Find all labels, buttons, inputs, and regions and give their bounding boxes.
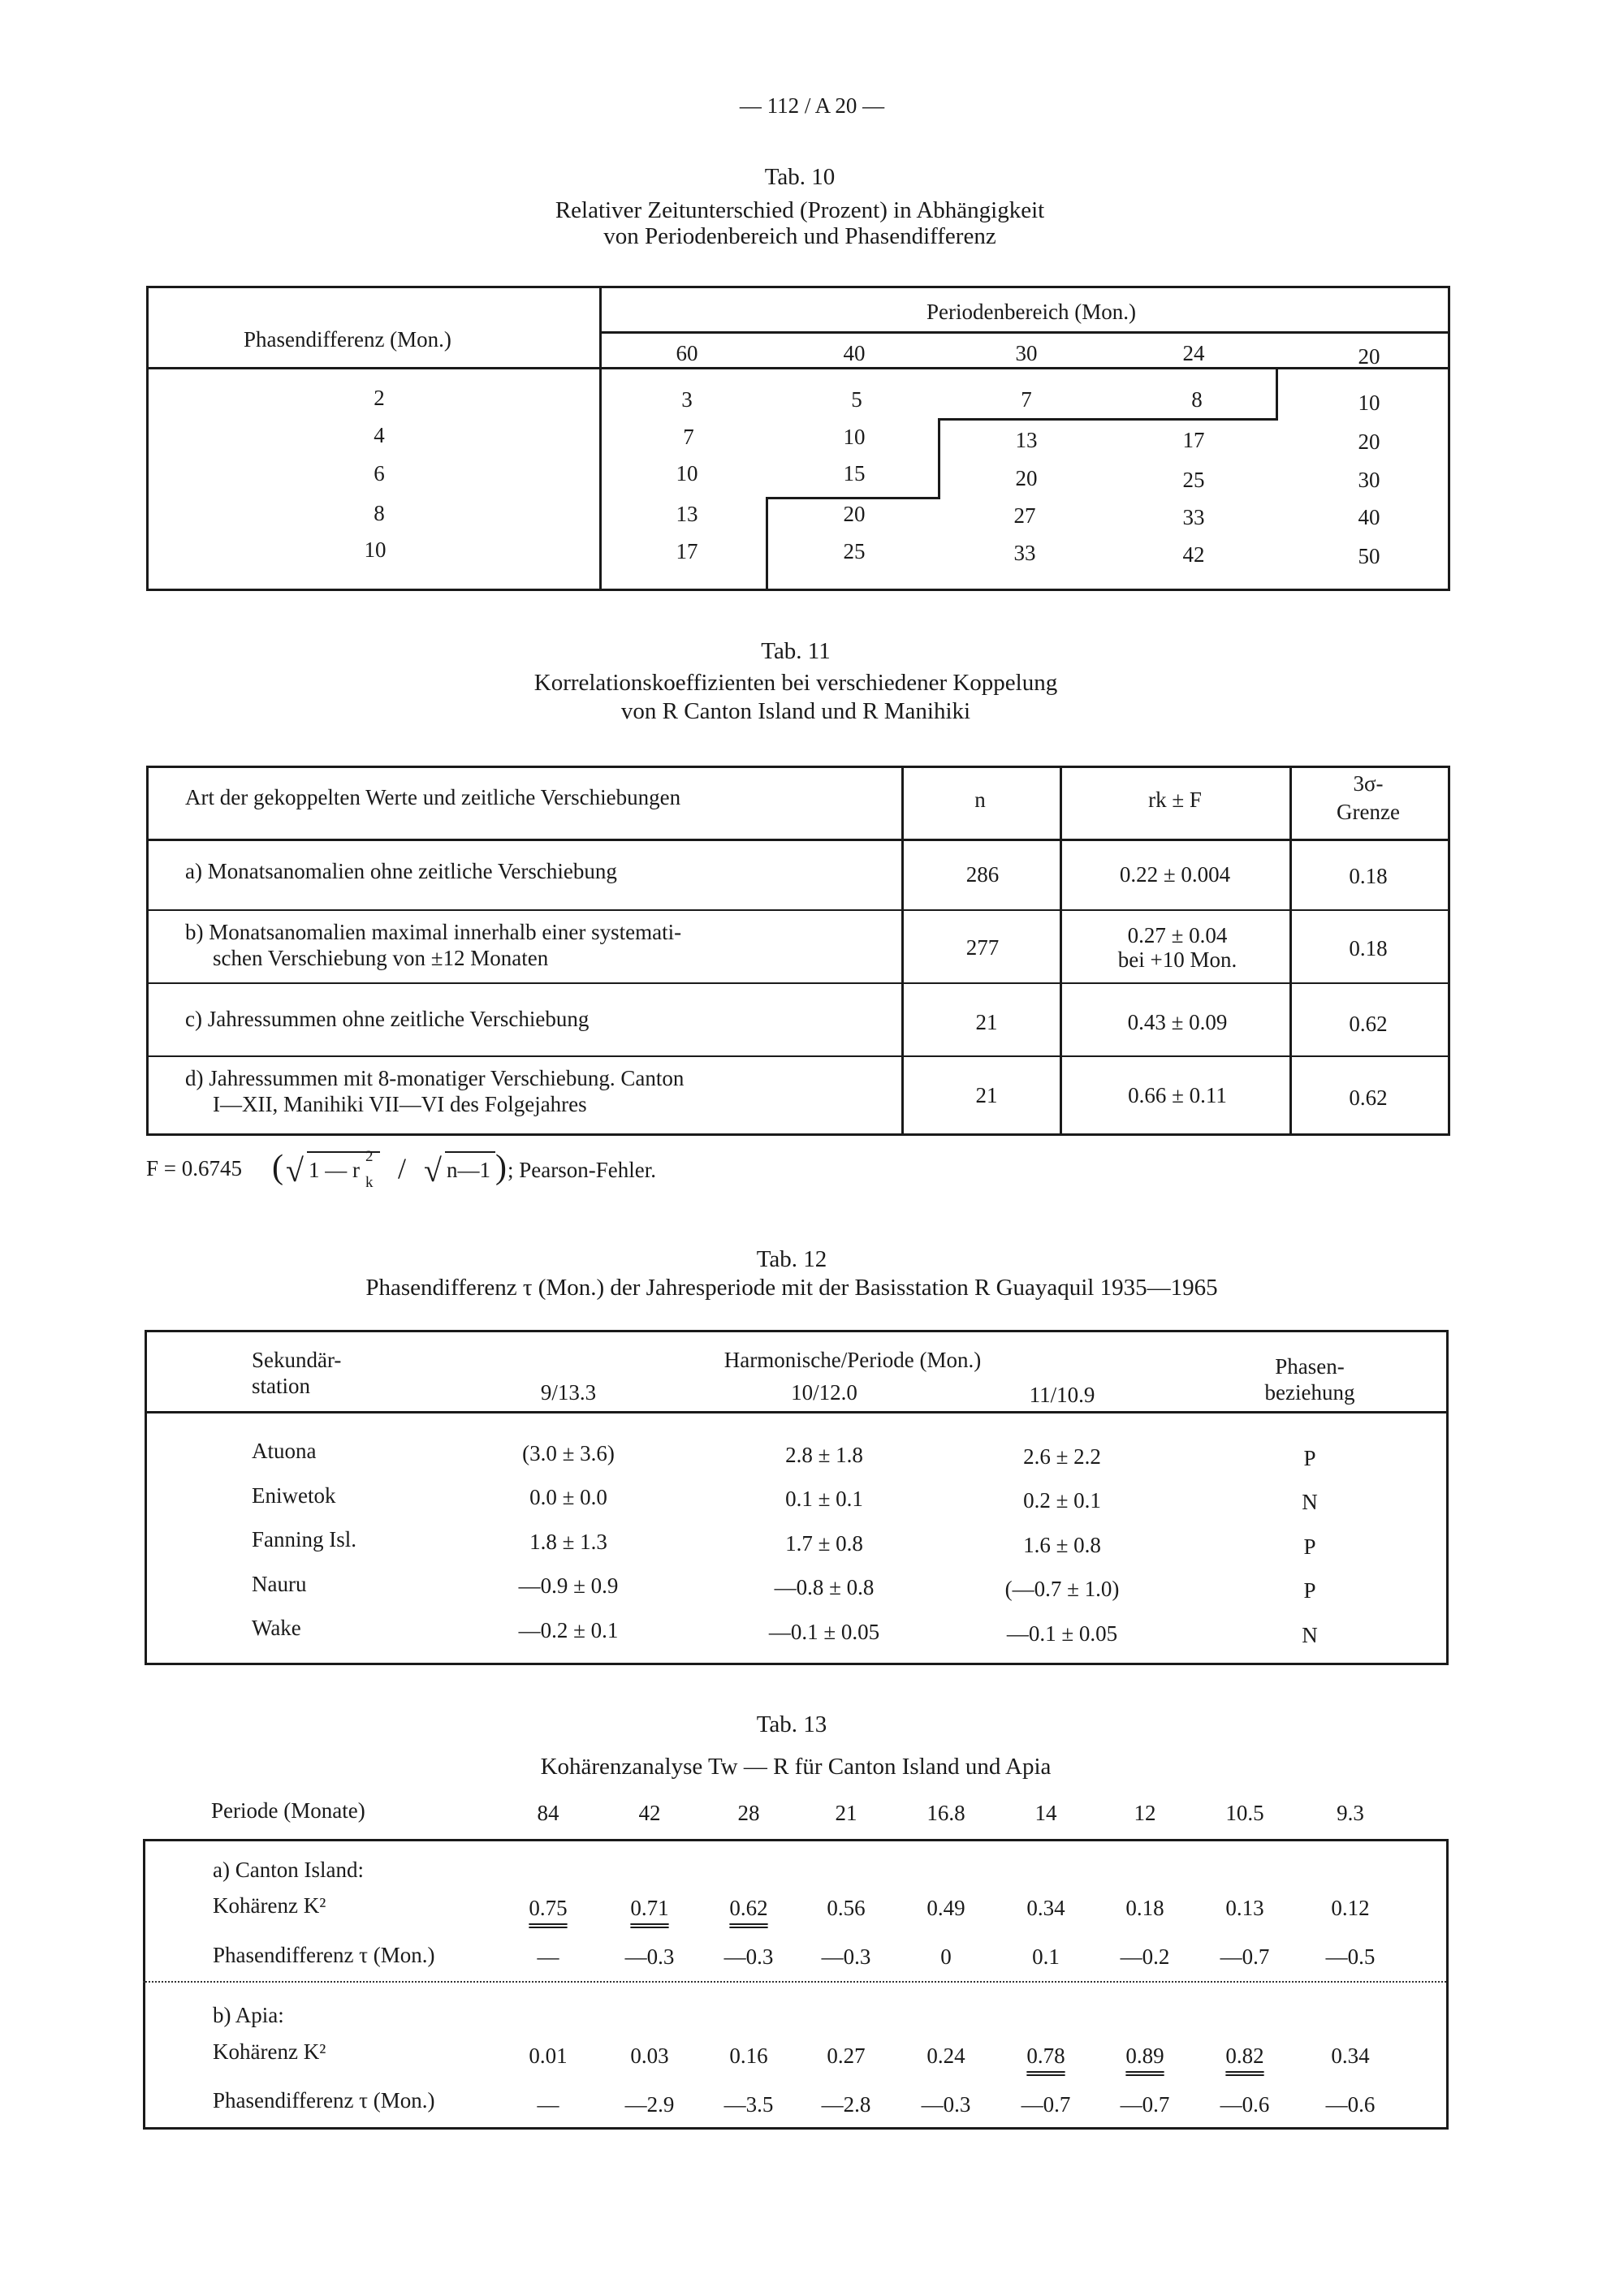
tab13-period: 28 — [737, 1801, 760, 1825]
tab12-relation: N — [1302, 1490, 1318, 1514]
formula-sub: k — [365, 1174, 374, 1191]
tab10-cell: 10 — [843, 425, 866, 449]
tab10-cell: 17 — [676, 539, 698, 563]
tab13-coherence-value: 0.71 — [630, 1896, 669, 1920]
tab10-phase: 10 — [364, 537, 387, 562]
tab11-n: 286 — [965, 862, 1000, 887]
tab12-value: —0.9 ± 0.9 — [518, 1573, 619, 1598]
tab11-label: Tab. 11 — [761, 638, 831, 664]
tab13-coherence-value: 0.16 — [729, 2044, 768, 2068]
tab13-apia-title: b) Apia: — [213, 2003, 284, 2027]
tab10-step-line — [766, 497, 768, 589]
tab12-value: 0.0 ± 0.0 — [529, 1485, 607, 1509]
tab12-station: Atuona — [252, 1439, 317, 1463]
tab13-period: 9.3 — [1337, 1801, 1364, 1825]
tab10-cell: 5 — [851, 387, 862, 412]
tab10-cell: 25 — [843, 539, 866, 563]
tab10-column-group: Periodenbereich (Mon.) — [926, 300, 1136, 324]
tab13-phase-value: —0.3 — [821, 1944, 871, 1969]
tab13-apia-phase-label: Phasendifferenz τ (Mon.) — [213, 2088, 435, 2113]
tab13-coherence-value: 0.75 — [529, 1896, 568, 1920]
tab13-period: 10.5 — [1225, 1801, 1264, 1825]
tab13-label: Tab. 13 — [756, 1711, 827, 1737]
tab13-phase-value: — — [537, 2092, 559, 2117]
tab12-value: —0.8 ± 0.8 — [774, 1575, 875, 1599]
tab10-cell: 33 — [1182, 505, 1205, 529]
tab11-rk: 0.66 ± 0.11 — [1128, 1083, 1227, 1107]
tab12-value: 1.8 ± 1.3 — [529, 1530, 607, 1554]
tab10-cell: 13 — [1015, 428, 1038, 452]
tab13-period: 84 — [537, 1801, 559, 1825]
tab10-cell: 8 — [1191, 387, 1203, 412]
tab12-header-station: Sekundär- — [252, 1348, 342, 1372]
tab13-period: 16.8 — [926, 1801, 965, 1825]
tab13-coherence-value: 0.34 — [1026, 1896, 1065, 1920]
tab11-sigma: 0.18 — [1349, 936, 1388, 960]
page-header: — 112 / A 20 — — [739, 93, 885, 118]
tab11-rk-2: bei +10 Mon. — [1117, 947, 1237, 972]
tab13-phase-value: —0.5 — [1325, 1944, 1376, 1969]
tab13-coherence-value: 0.89 — [1125, 2044, 1164, 2068]
tab12-header-phase: Phasen- — [1275, 1354, 1345, 1379]
tab13-coherence-value: 0.49 — [926, 1896, 965, 1920]
tab12-station: Eniwetok — [252, 1483, 336, 1508]
tab13-coherence-value: 0.03 — [630, 2044, 669, 2068]
tab11-art: d) Jahressummen mit 8-monatiger Verschiebung. Canton — [185, 1066, 685, 1090]
tab10-step-line — [938, 418, 1278, 421]
tab10-col-40: 40 — [843, 341, 866, 365]
tab13-coherence-value: 0.82 — [1225, 2044, 1264, 2068]
tab12-value: (3.0 ± 3.6) — [522, 1441, 615, 1465]
tab12-value: 1.6 ± 0.8 — [1023, 1533, 1101, 1557]
tab13-apia-coh-label: Kohärenz K² — [213, 2039, 326, 2064]
tab10-cell: 7 — [683, 425, 694, 449]
tab12-station: Nauru — [252, 1572, 307, 1596]
tab11-row-rule — [146, 909, 1448, 911]
tab10-cell: 13 — [676, 502, 698, 526]
tab13-canton-coh-label: Kohärenz K² — [213, 1893, 326, 1918]
tab12-relation: P — [1303, 1578, 1316, 1603]
tab13-period: 14 — [1034, 1801, 1057, 1825]
tab12-value: 1.7 ± 0.8 — [785, 1531, 863, 1556]
tab10-cell: 30 — [1358, 468, 1380, 492]
tab13-phase-value: 0 — [940, 1944, 952, 1969]
tab10-cell: 17 — [1182, 428, 1205, 452]
tab12-header-col-3: 11/10.9 — [1029, 1383, 1095, 1407]
tab13-period: 12 — [1134, 1801, 1156, 1825]
tab13-phase-value: —0.2 — [1120, 1944, 1170, 1969]
tab12-header-rule — [145, 1411, 1446, 1413]
tab13-coherence-value: 0.34 — [1331, 2044, 1370, 2068]
tab10-cell: 20 — [1358, 429, 1380, 454]
tab13-phase-value: —0.6 — [1220, 2092, 1270, 2117]
tab10-cell: 10 — [1358, 391, 1380, 415]
tab13-period: 21 — [835, 1801, 857, 1825]
tab10-cell: 25 — [1182, 468, 1205, 492]
tab12-relation: P — [1303, 1446, 1316, 1470]
tab10-col-60: 60 — [676, 341, 698, 365]
tab11-rk: 0.22 ± 0.004 — [1119, 862, 1231, 887]
tab12-header-col-1: 9/13.3 — [540, 1380, 597, 1405]
tab11-n: 277 — [965, 935, 1000, 960]
tab10-row-header: Phasendifferenz (Mon.) — [244, 327, 451, 352]
formula-radicand-b: n—1 — [447, 1158, 490, 1182]
tab10-label: Tab. 10 — [764, 164, 836, 190]
tab13-caption: Kohärenzanalyse Tw — R für Canton Island und Apia — [540, 1754, 1052, 1780]
tab11-art: a) Monatsanomalien ohne zeitliche Verschiebung — [185, 859, 617, 883]
tab10-header-rule — [146, 367, 1448, 369]
tab11-caption-line2: von R Canton Island und R Manihiki — [620, 698, 971, 724]
tab13-coherence-value: 0.78 — [1026, 2044, 1065, 2068]
tab12-value: 2.8 ± 1.8 — [785, 1443, 863, 1467]
tab13-period-label: Periode (Monate) — [211, 1798, 365, 1823]
formula-paren-close-icon: ) — [495, 1149, 507, 1186]
tab13-coherence-value: 0.12 — [1331, 1896, 1370, 1920]
tab11-art: b) Monatsanomalien maximal innerhalb einer systemati- — [185, 920, 682, 944]
tab13-phase-value: —0.7 — [1021, 2092, 1071, 2117]
tab13-phase-value: —3.5 — [723, 2092, 774, 2117]
tab13-phase-value: —0.6 — [1325, 2092, 1376, 2117]
tab10-cell: 33 — [1013, 541, 1036, 565]
tab13-phase-value: 0.1 — [1032, 1944, 1060, 1969]
tab12-relation: N — [1302, 1623, 1318, 1647]
tab11-rk: 0.43 ± 0.09 — [1127, 1010, 1228, 1034]
tab11-col-rule — [1289, 766, 1292, 1133]
tab10-step-line — [938, 418, 940, 499]
tab13-phase-value: —2.9 — [624, 2092, 675, 2117]
tab11-caption-line1: Korrelationskoeffizienten bei verschiedener Koppelung — [533, 670, 1058, 696]
tab10-cell: 20 — [843, 502, 866, 526]
tab10-cell: 3 — [681, 387, 693, 412]
tab11-sigma: 0.18 — [1349, 864, 1388, 888]
tab13-coherence-value: 0.01 — [529, 2044, 568, 2068]
tab13-period: 42 — [638, 1801, 661, 1825]
tab10-cell: 20 — [1015, 466, 1038, 490]
tab11-row-rule — [146, 1055, 1448, 1057]
tab11-col-rule — [901, 766, 904, 1133]
tab10-phase: 8 — [374, 501, 385, 525]
tab10-cell: 50 — [1358, 544, 1380, 568]
formula-slash: / — [398, 1152, 407, 1185]
tab13-phase-value: —0.7 — [1120, 2092, 1170, 2117]
tab12-header-station-2: station — [252, 1374, 310, 1398]
tab13-canton-phase-label: Phasendifferenz τ (Mon.) — [213, 1943, 435, 1967]
tab12-value: 0.1 ± 0.1 — [785, 1487, 863, 1511]
tab11-header-art: Art der gekoppelten Werte und zeitliche Verschiebungen — [185, 785, 681, 809]
tab11-art: c) Jahressummen ohne zeitliche Verschiebung — [185, 1007, 590, 1031]
tab10-phase: 2 — [374, 386, 385, 410]
tab11-sigma: 0.62 — [1349, 1085, 1388, 1110]
formula-sup: 2 — [365, 1148, 374, 1165]
tab12-relation: P — [1303, 1534, 1316, 1559]
tab10-col-30: 30 — [1015, 341, 1038, 365]
tab13-coherence-value: 0.62 — [729, 1896, 768, 1920]
tab13-coherence-value: 0.56 — [827, 1896, 866, 1920]
tab12-value: 2.6 ± 2.2 — [1023, 1444, 1101, 1469]
tab10-step-line — [766, 497, 940, 499]
tab10-cell: 40 — [1358, 505, 1380, 529]
tab11-art-2: schen Verschiebung von ±12 Monaten — [213, 946, 549, 970]
tab11-header-n: n — [974, 788, 986, 812]
tab11-header-rk: rk ± F — [1148, 788, 1202, 812]
tab12-caption: Phasendifferenz τ (Mon.) der Jahresperiode mit der Basisstation R Guayaquil 1935—1965 — [365, 1275, 1218, 1301]
tab12-header-phase-2: beziehung — [1264, 1380, 1355, 1405]
tab10-col-20: 20 — [1358, 344, 1380, 369]
formula-root-icon: √ — [286, 1152, 304, 1189]
tab12-station: Fanning Isl. — [252, 1527, 357, 1552]
tab10-phase: 4 — [374, 423, 385, 447]
tab11-rk: 0.27 ± 0.04 — [1127, 923, 1228, 947]
tab11-sigma: 0.62 — [1349, 1012, 1388, 1036]
tab10-caption-line2: von Periodenbereich und Phasendifferenz — [603, 223, 996, 249]
tab13-phase-value: —0.7 — [1220, 1944, 1270, 1969]
tab11-header-sigma-2: Grenze — [1337, 800, 1400, 824]
tab12-value: —0.1 ± 0.05 — [768, 1620, 880, 1644]
tab10-col-24: 24 — [1182, 341, 1205, 365]
tab10-cell: 42 — [1182, 542, 1205, 567]
tab11-n: 21 — [975, 1083, 998, 1107]
tab12-label: Tab. 12 — [756, 1246, 827, 1272]
tab11-n: 21 — [975, 1010, 998, 1034]
tab13-phase-value: —2.8 — [821, 2092, 871, 2117]
tab10-caption-line1: Relativer Zeitunterschied (Prozent) in Abhängigkeit — [555, 197, 1045, 223]
tab13-canton-title: a) Canton Island: — [213, 1858, 364, 1882]
tab12-value: —0.1 ± 0.05 — [1006, 1621, 1118, 1646]
formula-radicand-a: 1 — r — [309, 1158, 360, 1182]
formula-prefix: F = 0.6745 — [146, 1156, 242, 1180]
formula-suffix: ; Pearson-Fehler. — [508, 1158, 656, 1182]
tab10-step-line — [1276, 369, 1278, 421]
formula-paren-open-icon: ( — [272, 1149, 283, 1186]
tab13-phase-value: —0.3 — [921, 2092, 971, 2117]
tab13-coherence-value: 0.18 — [1125, 1896, 1164, 1920]
tab12-value: 0.2 ± 0.1 — [1023, 1488, 1101, 1513]
tab13-coherence-value: 0.27 — [827, 2044, 866, 2068]
tab12-value: —0.2 ± 0.1 — [518, 1618, 619, 1642]
tab13-phase-value: —0.3 — [624, 1944, 675, 1969]
tab13-coherence-value: 0.13 — [1225, 1896, 1264, 1920]
tab11-art-2: I—XII, Manihiki VII—VI des Folgejahres — [213, 1092, 587, 1116]
tab10-group-rule — [599, 331, 1448, 334]
tab13-phase-value: —0.3 — [723, 1944, 774, 1969]
tab12-header-group: Harmonische/Periode (Mon.) — [723, 1348, 982, 1372]
tab13-phase-value: — — [537, 1944, 559, 1969]
tab12-value: (—0.7 ± 1.0) — [1004, 1577, 1120, 1601]
tab12-header-col-2: 10/12.0 — [791, 1380, 857, 1405]
tab10-cell: 7 — [1021, 387, 1032, 412]
tab12-station: Wake — [252, 1616, 301, 1640]
tab13-separator — [143, 1981, 1446, 1983]
tab10-cell: 10 — [676, 461, 698, 486]
tab10-phase: 6 — [374, 461, 385, 486]
tab10-cell: 15 — [843, 461, 866, 486]
formula-overline-2 — [445, 1151, 495, 1153]
tab11-row-rule — [146, 839, 1448, 841]
formula-root-icon-2: √ — [424, 1152, 442, 1189]
tab11-row-rule — [146, 982, 1448, 984]
tab10-cell: 27 — [1013, 503, 1036, 528]
tab11-col-rule — [1060, 766, 1062, 1133]
tab11-header-sigma: 3σ- — [1353, 771, 1384, 796]
tab13-coherence-value: 0.24 — [926, 2044, 965, 2068]
